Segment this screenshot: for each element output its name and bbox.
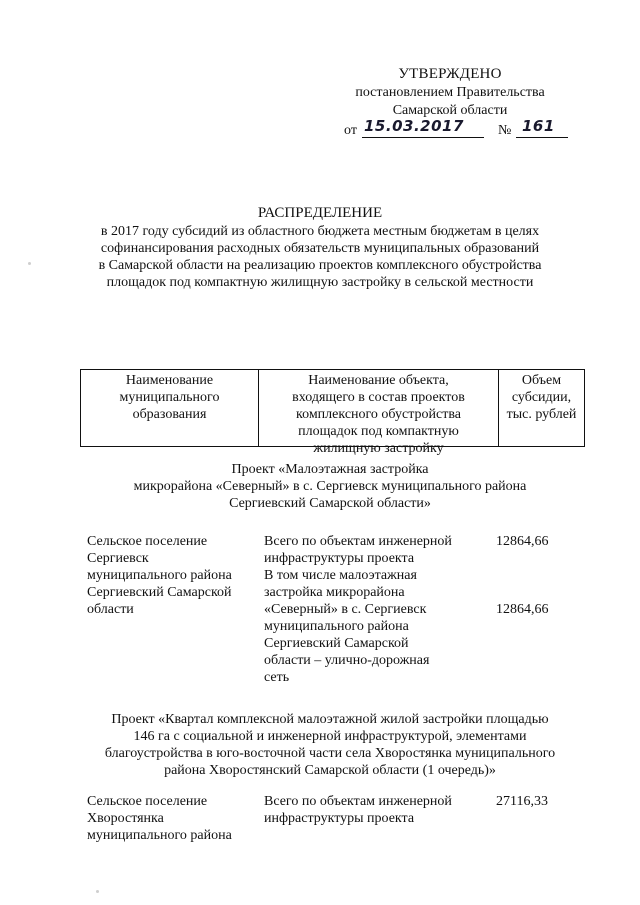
header-text: Наименование объекта, [308,373,449,388]
project-title-line: микрорайона «Северный» в с. Сергиевск муниципального района [133,479,527,494]
header-text: жилищную застройку [313,441,444,456]
title-line: софинансирования расходных обязательств муниципальных образований [100,241,540,256]
project-title-line: Сергиевский Самарской области» [229,496,431,511]
approval-block [330,66,570,138]
header-text: комплексного обустройства [296,407,461,422]
object-line: Всего по объектам инженерной [264,794,452,809]
object-line: инфраструктуры проекта [264,811,415,826]
header-text: площадок под компактную [298,424,459,439]
project-title-line: Проект «Квартал комплексной малоэтажной жилой застройки площадью [111,712,549,727]
scan-speck [96,890,99,893]
object-line: Сергиевский Самарской [264,636,409,651]
header-text: Наименование [125,373,214,388]
municipality-line: Сельское поселение [87,794,208,809]
header-text: субсидии, [511,390,572,405]
project-title-line: района Хворостянский Самарской области (1 очередь)» [164,763,496,778]
header-text: Объем [521,373,562,388]
title-line: площадок под компактную жилищную застройку в сельской местности [106,275,534,290]
handwritten-date: 15.03.2017 [364,117,464,135]
object-line: сеть [264,670,290,685]
number-prefix: № [498,123,512,138]
project-2-objects [264,793,479,827]
municipality-line: Сельское поселение [87,534,208,549]
number-underline [516,137,568,138]
object-line: застройка микрорайона [264,585,405,600]
municipality-line: Сергиевск [87,551,149,566]
title-line: в Самарской области на реализацию проектов комплексного обустройства [98,258,542,273]
document-title [60,205,580,291]
title-line: в 2017 году субсидий из областного бюджета местным бюджетам в целях [100,224,540,239]
project-title-line: благоустройства в юго-восточной части села Хворостянка муниципального [104,746,556,761]
municipality-line: муниципального района [87,828,232,843]
date-underline [362,137,484,138]
header-text: образования [132,407,207,422]
table-header [80,369,585,456]
project-1-objects [264,533,479,686]
scan-speck [28,262,31,265]
object-line: области – улично-дорожная [264,653,430,668]
header-text: муниципального [119,390,220,405]
municipality-line: муниципального района [87,568,232,583]
municipality-line: Сергиевский Самарской [87,585,232,600]
header-text: входящего в состав проектов [292,390,465,405]
object-line: муниципального района [264,619,409,634]
approval-date-number-line [330,117,570,138]
approval-line-2: Самарской области [392,103,508,118]
object-line: инфраструктуры проекта [264,551,415,566]
title-heading: РАСПРЕДЕЛЕНИЕ [257,205,383,221]
object-line: В том числе малоэтажная [264,568,417,583]
project-2-title [70,711,590,779]
project-1-total-amount: 12864,66 [496,534,549,549]
project-2-municipality [87,793,257,844]
header-text: тыс. рублей [506,407,577,422]
object-line: Всего по объектам инженерной [264,534,452,549]
header-amount [499,370,585,447]
project-1-sub-amount: 12864,66 [496,602,549,617]
project-title-line: Проект «Малоэтажная застройка [231,462,429,477]
municipality-line: Хворостянка [87,811,164,826]
project-title-line: 146 га с социальной и инженерной инфраструктурой, элементами [133,729,527,744]
handwritten-number: 161 [522,117,555,135]
municipality-line: области [87,602,134,617]
header-object [259,370,499,456]
header-municipality [81,370,259,447]
date-prefix: от [344,123,357,138]
object-line: «Северный» в с. Сергиевск [264,602,427,617]
approval-heading: УТВЕРЖДЕНО [398,66,502,82]
project-2-total-amount: 27116,33 [496,794,548,809]
approval-line-1: постановлением Правительства [355,85,545,100]
project-1-title [70,461,590,512]
project-1-municipality [87,533,257,618]
